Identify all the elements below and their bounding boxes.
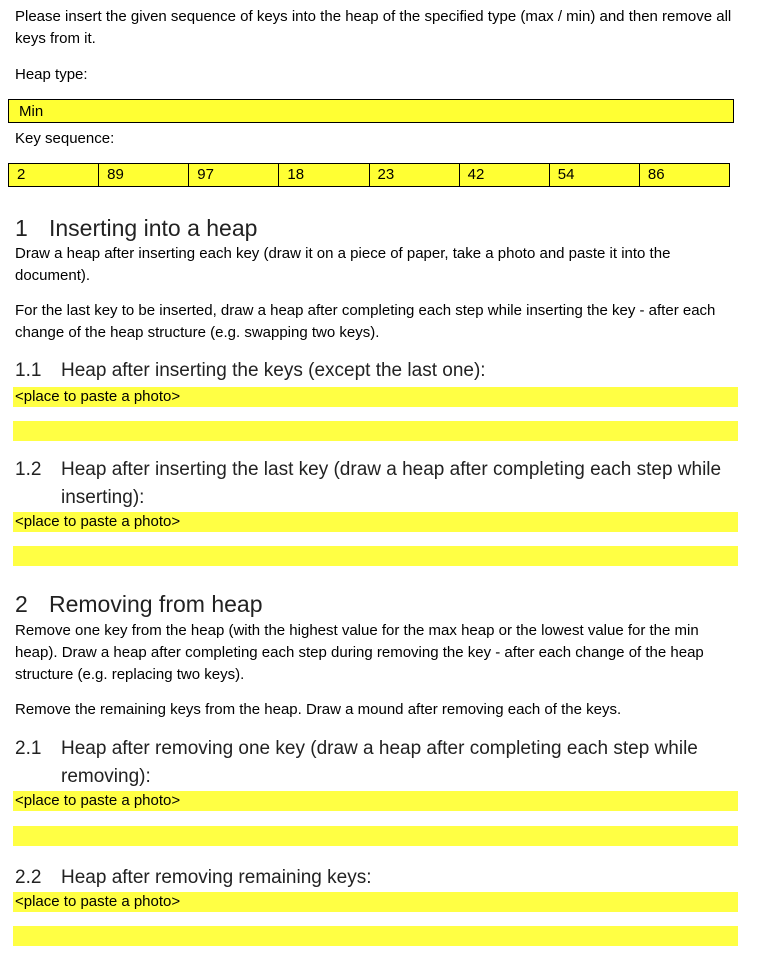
section2-paragraph2: Remove the remaining keys from the heap. Draw a mound after removing each of the keys. [15, 701, 622, 718]
photo-placeholder-2-2[interactable] [13, 892, 738, 912]
instruction-text: Please insert the given sequence of keys into the heap of the specified type (max / min) and then remove all keys from it. [15, 8, 732, 47]
heap-type-field[interactable] [8, 99, 734, 123]
key-cell[interactable]: 2 [9, 164, 99, 187]
subsection-1-1-heading [15, 357, 730, 385]
key-cell[interactable]: 97 [189, 164, 279, 187]
section1-title: Inserting into a heap [49, 215, 258, 241]
section2-paragraph1: Remove one key from the heap (with the highest value for the max heap or the lowest value for the min heap). Draw a heap after completing each step during removing the key - after each change of the heap structure (e.g. replacing two keys). [15, 622, 704, 683]
photo-area-1-2[interactable] [13, 546, 738, 566]
section1-heading [15, 214, 257, 242]
photo-placeholder-text: <place to paste a photo> [15, 792, 181, 809]
subsection-2-2-title: Heap after removing remaining keys: [61, 867, 372, 888]
subsection-1-2-title: Heap after inserting the last key (draw a heap after completing each step while inserting): [61, 459, 722, 508]
photo-area-2-1[interactable] [13, 826, 738, 846]
section1-paragraph1: Draw a heap after inserting each key (draw it on a piece of paper, take a photo and paste it into the document). [15, 245, 671, 284]
subsection-2-1-title: Heap after removing one key (draw a heap after completing each step while removing): [61, 738, 698, 787]
heap-type-label: Heap type: [15, 66, 88, 83]
subsection-1-1-number: 1.1 [15, 360, 42, 381]
photo-placeholder-1-1[interactable] [13, 387, 738, 407]
photo-placeholder-text: <place to paste a photo> [15, 893, 181, 910]
subsection-1-1-title: Heap after inserting the keys (except the last one): [61, 360, 486, 381]
subsection-2-1-heading [15, 735, 730, 791]
section1-paragraph2: For the last key to be inserted, draw a heap after completing each step while inserting the key - after each change of the heap structure (e.g. swapping two keys). [15, 302, 716, 341]
key-cell[interactable]: 89 [99, 164, 189, 187]
subsection-2-2-heading [15, 864, 730, 892]
photo-area-2-2[interactable] [13, 926, 738, 946]
key-sequence-label: Key sequence: [15, 130, 115, 147]
photo-placeholder-2-1[interactable] [13, 791, 738, 811]
section2-number: 2 [15, 591, 28, 617]
photo-placeholder-text: <place to paste a photo> [15, 513, 181, 530]
key-sequence-row [9, 164, 730, 187]
subsection-2-1-number: 2.1 [15, 738, 42, 759]
heap-type-value: Min [19, 103, 44, 120]
photo-placeholder-text: <place to paste a photo> [15, 388, 181, 405]
key-cell[interactable]: 54 [549, 164, 639, 187]
section2-heading [15, 590, 263, 618]
key-cell[interactable]: 86 [639, 164, 729, 187]
section2-title: Removing from heap [49, 591, 263, 617]
key-cell[interactable]: 42 [459, 164, 549, 187]
subsection-2-2-number: 2.2 [15, 867, 42, 888]
subsection-1-2-heading [15, 456, 730, 512]
photo-placeholder-1-2[interactable] [13, 512, 738, 532]
key-sequence-table [8, 163, 730, 187]
section1-number: 1 [15, 215, 28, 241]
subsection-1-2-number: 1.2 [15, 459, 42, 480]
key-cell[interactable]: 23 [369, 164, 459, 187]
key-cell[interactable]: 18 [279, 164, 369, 187]
photo-area-1-1[interactable] [13, 421, 738, 441]
